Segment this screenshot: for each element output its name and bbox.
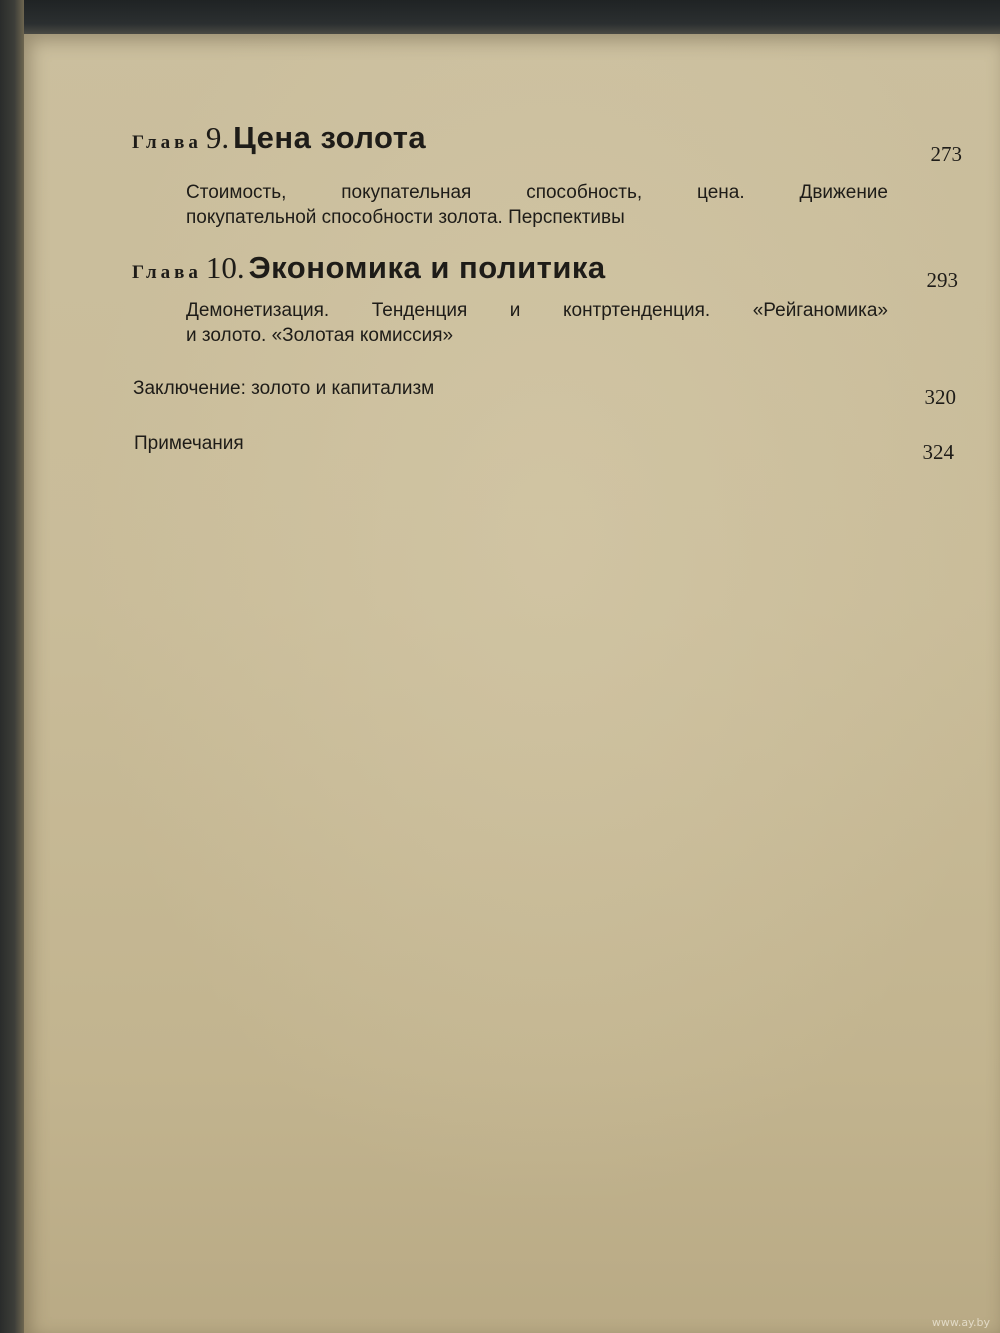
chapter-9-page: 273 [930, 142, 962, 166]
chapter-10-desc-line-1: Демонетизация. Тенденция и контртенденция. «Рейганомика» [186, 300, 888, 321]
chapter-10-word: Глава [132, 262, 202, 283]
chapter-10-heading [132, 250, 606, 286]
chapter-9-desc-line-1: Стоимость, покупательная способность, цена. Движение [186, 182, 888, 203]
chapter-10-page: 293 [926, 268, 958, 292]
watermark: www.ay.by [931, 1316, 990, 1329]
chapter-9-description [186, 180, 888, 230]
chapter-10-title: Экономика и политика [248, 250, 606, 285]
chapter-10-number: 10. [205, 250, 245, 285]
chapter-9-desc-line-2: покупательной способности золота. Перспективы [186, 207, 625, 228]
notes-title: Примечания [134, 433, 244, 454]
conclusion-title: Заключение: золото и капитализм [133, 378, 435, 399]
notes-page: 324 [922, 440, 954, 464]
chapter-9-number: 9. [205, 120, 230, 155]
chapter-9-title: Цена золота [233, 120, 427, 155]
chapter-10-description [186, 298, 888, 348]
chapter-10-desc-line-2: и золото. «Золотая комиссия» [186, 325, 454, 346]
conclusion-page: 320 [924, 385, 956, 409]
chapter-9-word: Глава [132, 132, 202, 153]
chapter-9-heading [132, 120, 426, 156]
